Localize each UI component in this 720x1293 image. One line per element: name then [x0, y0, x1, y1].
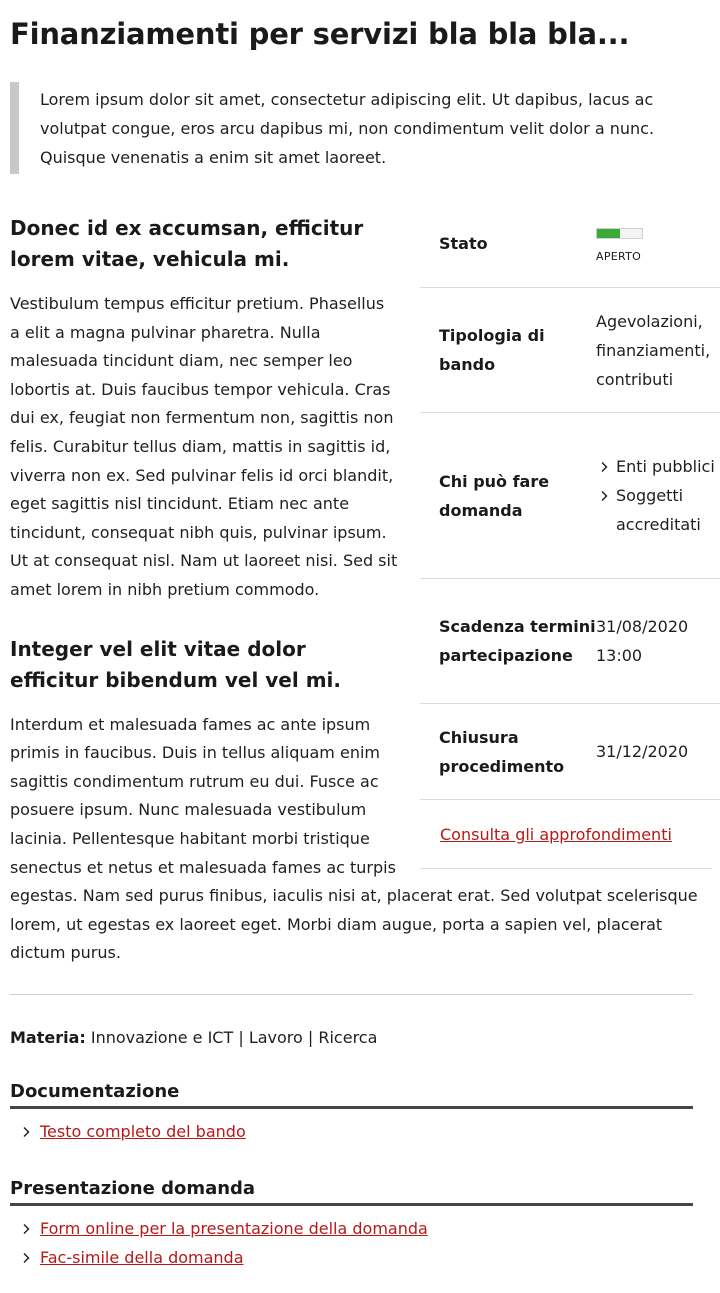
chi-label: Chi può fare domanda — [439, 471, 550, 520]
chevron-right-icon — [20, 1223, 32, 1235]
stato-value — [596, 224, 720, 264]
list-item — [10, 1214, 710, 1243]
info-row-tipologia — [420, 288, 720, 413]
documentazione-title: Documentazione — [10, 1078, 693, 1109]
list-item — [10, 1243, 710, 1272]
tipologia-value: Agevolazioni, finanziamenti, contributi — [596, 311, 711, 389]
info-row-chiusura — [420, 704, 720, 800]
section-text: Vestibulum tempus efficitur pretium. Phasellus a elit a magna pulvinar pharetra. Nulla malesuada tincidunt diam, nec semper leo lobortis at. Duis faucibus tempor vehicula. Cras dui ex, feugiat non fermentum non, sagittis non felis. Curabitur tellus diam, mattis in sagittis id, viverra non ex. Sed pulvinar felis id orci blandit, eget sagittis nisl tincidunt. Etiam nec ante tincidunt, consequat nibh quis, pulvinar ipsum. Ut at consequat nisl. Nam ut laoreet nisi. Sed sit amet lorem in nibh pretium commodo. — [10, 294, 398, 599]
documentazione-list — [10, 1117, 710, 1146]
section-heading: Integer vel elit vitae dolor efficitur bibendum vel vel mi. — [10, 636, 341, 692]
chevron-right-icon — [20, 1252, 32, 1264]
materia-value: Innovazione e ICT | Lavoro | Ricerca — [90, 1027, 378, 1047]
chevron-right-icon — [20, 1126, 32, 1138]
info-sidebar — [420, 200, 720, 869]
presentazione-title: Presentazione domanda — [10, 1175, 693, 1206]
chiusura-label: Chiusura procedimento — [439, 727, 565, 776]
lead-paragraph: Lorem ipsum dolor sit amet, consectetur adipiscing elit. Ut dapibus, lacus ac volutpat congue, eros arcu dapibus mi, non condimentum velit dolor a nunc. Quisque venenatis a enim sit amet laoreet. — [10, 82, 680, 174]
chevron-right-icon — [598, 490, 610, 502]
scadenza-label: Scadenza termini partecipazione — [439, 617, 596, 665]
materia-label: Materia: — [10, 1027, 86, 1047]
chi-item-label: Enti pubblici — [616, 457, 715, 476]
list-item — [596, 452, 720, 481]
consulta-link[interactable]: Consulta gli approfondimenti — [440, 825, 672, 844]
info-row-chi — [420, 413, 720, 579]
materia-line — [10, 1025, 710, 1051]
section-heading: Donec id ex accumsan, efficitur lorem vitae, vehicula mi. — [10, 216, 364, 271]
scadenza-value: 31/08/2020 13:00 — [596, 617, 689, 665]
form-online-link[interactable]: Form online per la presentazione della domanda — [40, 1218, 428, 1238]
status-progress-fill — [597, 229, 620, 238]
chiusura-value: 31/12/2020 — [596, 742, 689, 761]
fac-simile-link[interactable]: Fac-simile della domanda — [40, 1247, 244, 1267]
status-progress-bar — [596, 228, 643, 239]
main-content — [10, 213, 715, 968]
info-row-stato — [420, 200, 720, 288]
presentazione-list — [10, 1214, 710, 1272]
chi-item-label: Soggetti accreditati — [616, 486, 701, 534]
info-row-scadenza — [420, 579, 720, 704]
chevron-right-icon — [598, 461, 610, 473]
status-badge: APERTO — [596, 249, 642, 263]
stato-label: Stato — [439, 234, 488, 253]
tipologia-label: Tipologia di bando — [439, 326, 545, 374]
page-title: Finanziamenti per servizi bla bla bla... — [10, 17, 630, 51]
chi-list — [596, 452, 720, 539]
consulta-row — [420, 800, 712, 869]
list-item — [596, 481, 720, 539]
list-item — [10, 1117, 710, 1146]
document-link[interactable]: Testo completo del bando — [40, 1121, 246, 1141]
section-text: Interdum et malesuada fames ac ante ipsum primis in faucibus. Duis in tellus aliquam enim sagittis condimentum rutrum eu dui. Fusce ac posuere ipsum. Nunc malesuada vestibulum lacinia. Pellentesque habitant morbi tristique senectus et netus et malesuada fames ac turpis egestas. Nam sed purus finibus, iaculis nisi at, placerat erat. Sed volutpat scelerisque lorem, ut egestas ex laoreet eget. Morbi diam augue, porta a sapien vel, placerat dictum purus. — [10, 714, 698, 963]
divider — [10, 994, 693, 995]
chi-value — [596, 452, 720, 539]
